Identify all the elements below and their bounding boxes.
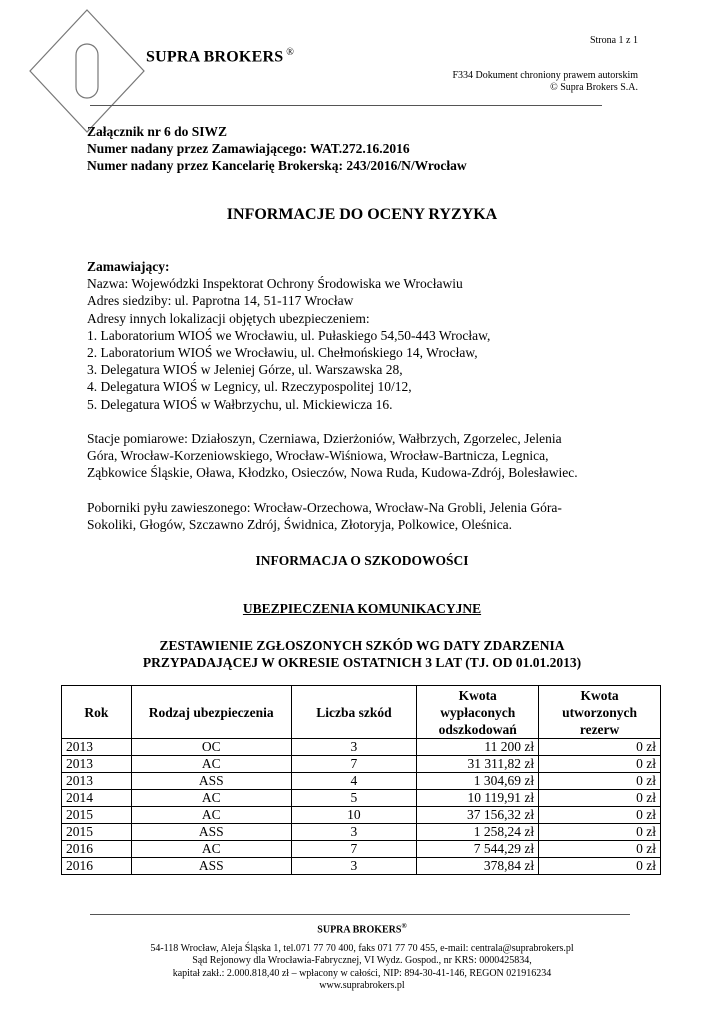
stations-line: Góra, Wrocław-Korzeniowskiego, Wrocław-Wiśniowa, Wrocław-Bartnicza, Legnica,: [87, 448, 549, 464]
cell-year: 2015: [62, 824, 132, 841]
cell-claim-count: 4: [291, 773, 417, 790]
attachment-line: Numer nadany przez Zamawiającego: WAT.272.16.2016: [87, 141, 410, 156]
cell-reserve-amount: 0 zł: [539, 841, 661, 858]
footer-website-link[interactable]: www.suprabrokers.pl: [319, 980, 405, 992]
brand-name: SUPRA BROKERS ®: [146, 47, 295, 66]
cell-reserve-amount: 0 zł: [539, 739, 661, 756]
footer-registry: Sąd Rejonowy dla Wrocławia-Fabrycznej, VI Wydz. Gospod., nr KRS: 0000425834,: [192, 955, 532, 967]
page-title: INFORMACJE DO OCENY RYZYKA: [226, 206, 498, 223]
stations-line: Ząbkowice Śląskie, Oława, Kłodzko, Osieczów, Nowa Ruda, Kudowa-Zdrój, Bolesławiec.: [87, 465, 578, 481]
company-logo-icon: [28, 8, 146, 134]
cell-claim-count: 3: [291, 858, 417, 875]
footer-brand: SUPRA BROKERS®: [317, 922, 407, 936]
cell-insurance-type: AC: [131, 841, 291, 858]
client-line: 4. Delegatura WIOŚ w Legnicy, ul. Rzeczypospolitej 10/12,: [87, 379, 412, 395]
footer-address: 54-118 Wrocław, Aleja Śląska 1, tel.071 77 70 400, faks 071 77 70 455, e-mail: centrala@suprabrokers.pl: [150, 942, 574, 954]
claims-heading: INFORMACJA O SZKODOWOŚCI: [255, 553, 469, 568]
client-line: 2. Laboratorium WIOŚ we Wrocławiu, ul. Chełmońskiego 14, Wrocław,: [87, 345, 478, 361]
header-divider: [90, 105, 602, 106]
table-row: [62, 824, 661, 841]
client-line: Nazwa: Wojewódzki Inspektorat Ochrony Środowiska we Wrocławiu: [87, 276, 463, 292]
cell-reserve-amount: 0 zł: [539, 824, 661, 841]
cell-claim-count: 7: [291, 756, 417, 773]
attachment-line: Numer nadany przez Kancelarię Brokerską: 243/2016/N/Wrocław: [87, 158, 467, 173]
copyright-line: F334 Dokument chroniony prawem autorskim: [452, 70, 638, 81]
footer-capital: kapitał zakł.: 2.000.818,40 zł – wpłacony w całości, NIP: 894-30-41-146, REGON 021916234: [172, 967, 552, 979]
cell-insurance-type: AC: [131, 807, 291, 824]
brand-registered-mark: ®: [286, 47, 295, 58]
cell-paid-amount: 37 156,32 zł: [417, 807, 539, 824]
column-header: Rodzaj ubezpieczenia: [131, 686, 291, 739]
table-row: [62, 790, 661, 807]
cell-paid-amount: 7 544,29 zł: [417, 841, 539, 858]
table-row: [62, 756, 661, 773]
cell-reserve-amount: 0 zł: [539, 858, 661, 875]
client-heading: Zamawiający:: [87, 259, 170, 274]
cell-reserve-amount: 0 zł: [539, 756, 661, 773]
client-line: Adres siedziby: ul. Paprotna 14, 51-117 Wrocław: [87, 293, 354, 309]
footer-registered-mark: ®: [401, 922, 407, 930]
table-header-row: [62, 686, 661, 739]
table-row: [62, 773, 661, 790]
table-row: [62, 807, 661, 824]
client-line: 5. Delegatura WIOŚ w Wałbrzychu, ul. Mickiewicza 16.: [87, 396, 393, 412]
cell-paid-amount: 11 200 zł: [417, 739, 539, 756]
table-row: [62, 858, 661, 875]
table-row: [62, 739, 661, 756]
cell-insurance-type: OC: [131, 739, 291, 756]
cell-paid-amount: 1 258,24 zł: [417, 824, 539, 841]
cell-insurance-type: ASS: [131, 824, 291, 841]
client-line: 3. Delegatura WIOŚ w Jeleniej Górze, ul. Warszawska 28,: [87, 362, 403, 378]
cell-paid-amount: 10 119,91 zł: [417, 790, 539, 807]
footer-divider: [90, 914, 630, 915]
cell-year: 2016: [62, 841, 132, 858]
samplers-line: Sokoliki, Głogów, Szczawno Zdrój, Świdnica, Złotoryja, Polkowice, Oleśnica.: [87, 517, 513, 533]
client-info: [87, 258, 647, 533]
cell-paid-amount: 31 311,82 zł: [417, 756, 539, 773]
cell-year: 2015: [62, 807, 132, 824]
cell-reserve-amount: 0 zł: [539, 807, 661, 824]
cell-year: 2016: [62, 858, 132, 875]
stations-line: Stacje pomiarowe: Działoszyn, Czerniawa, Dzierżoniów, Wałbrzych, Zgorzelec, Jelenia: [87, 431, 562, 447]
attachment-line: Załącznik nr 6 do SIWZ: [87, 124, 228, 139]
cell-paid-amount: 378,84 zł: [417, 858, 539, 875]
attachment-info: [87, 123, 467, 174]
table-row: [62, 841, 661, 858]
client-line: 1. Laboratorium WIOŚ we Wrocławiu, ul. Pułaskiego 54,50-443 Wrocław,: [87, 327, 491, 343]
cell-year: 2013: [62, 739, 132, 756]
page-number: Strona 1 z 1: [589, 35, 638, 46]
footer: [0, 920, 724, 993]
cell-insurance-type: ASS: [131, 858, 291, 875]
cell-reserve-amount: 0 zł: [539, 773, 661, 790]
claims-table: [61, 685, 661, 875]
cell-year: 2014: [62, 790, 132, 807]
samplers-line: Poborniki pyłu zawieszonego: Wrocław-Orzechowa, Wrocław-Na Grobli, Jelenia Góra-: [87, 499, 562, 515]
cell-claim-count: 3: [291, 824, 417, 841]
copyright-note: [452, 70, 638, 94]
cell-claim-count: 3: [291, 739, 417, 756]
copyright-line: © Supra Brokers S.A.: [550, 82, 638, 93]
summary-heading: [0, 637, 724, 671]
column-header: Kwota wypłaconych odszkodowań: [417, 686, 539, 739]
cell-claim-count: 5: [291, 790, 417, 807]
summary-line: ZESTAWIENIE ZGŁOSZONYCH SZKÓD WG DATY ZDARZENIA: [159, 638, 565, 653]
cell-reserve-amount: 0 zł: [539, 790, 661, 807]
column-header: Liczba szkód: [291, 686, 417, 739]
cell-insurance-type: AC: [131, 790, 291, 807]
column-header: Kwota utworzonych rezerw: [539, 686, 661, 739]
client-line: Adresy innych lokalizacji objętych ubezpieczeniem:: [87, 310, 370, 326]
column-header: Rok: [62, 686, 132, 739]
cell-paid-amount: 1 304,69 zł: [417, 773, 539, 790]
cell-insurance-type: ASS: [131, 773, 291, 790]
motor-heading: UBEZPIECZENIA KOMUNIKACYJNE: [242, 601, 482, 616]
cell-year: 2013: [62, 756, 132, 773]
cell-claim-count: 10: [291, 807, 417, 824]
summary-line: PRZYPADAJĄCEJ W OKRESIE OSTATNICH 3 LAT (TJ. OD 01.01.2013): [142, 655, 582, 670]
cell-year: 2013: [62, 773, 132, 790]
cell-insurance-type: AC: [131, 756, 291, 773]
cell-claim-count: 7: [291, 841, 417, 858]
